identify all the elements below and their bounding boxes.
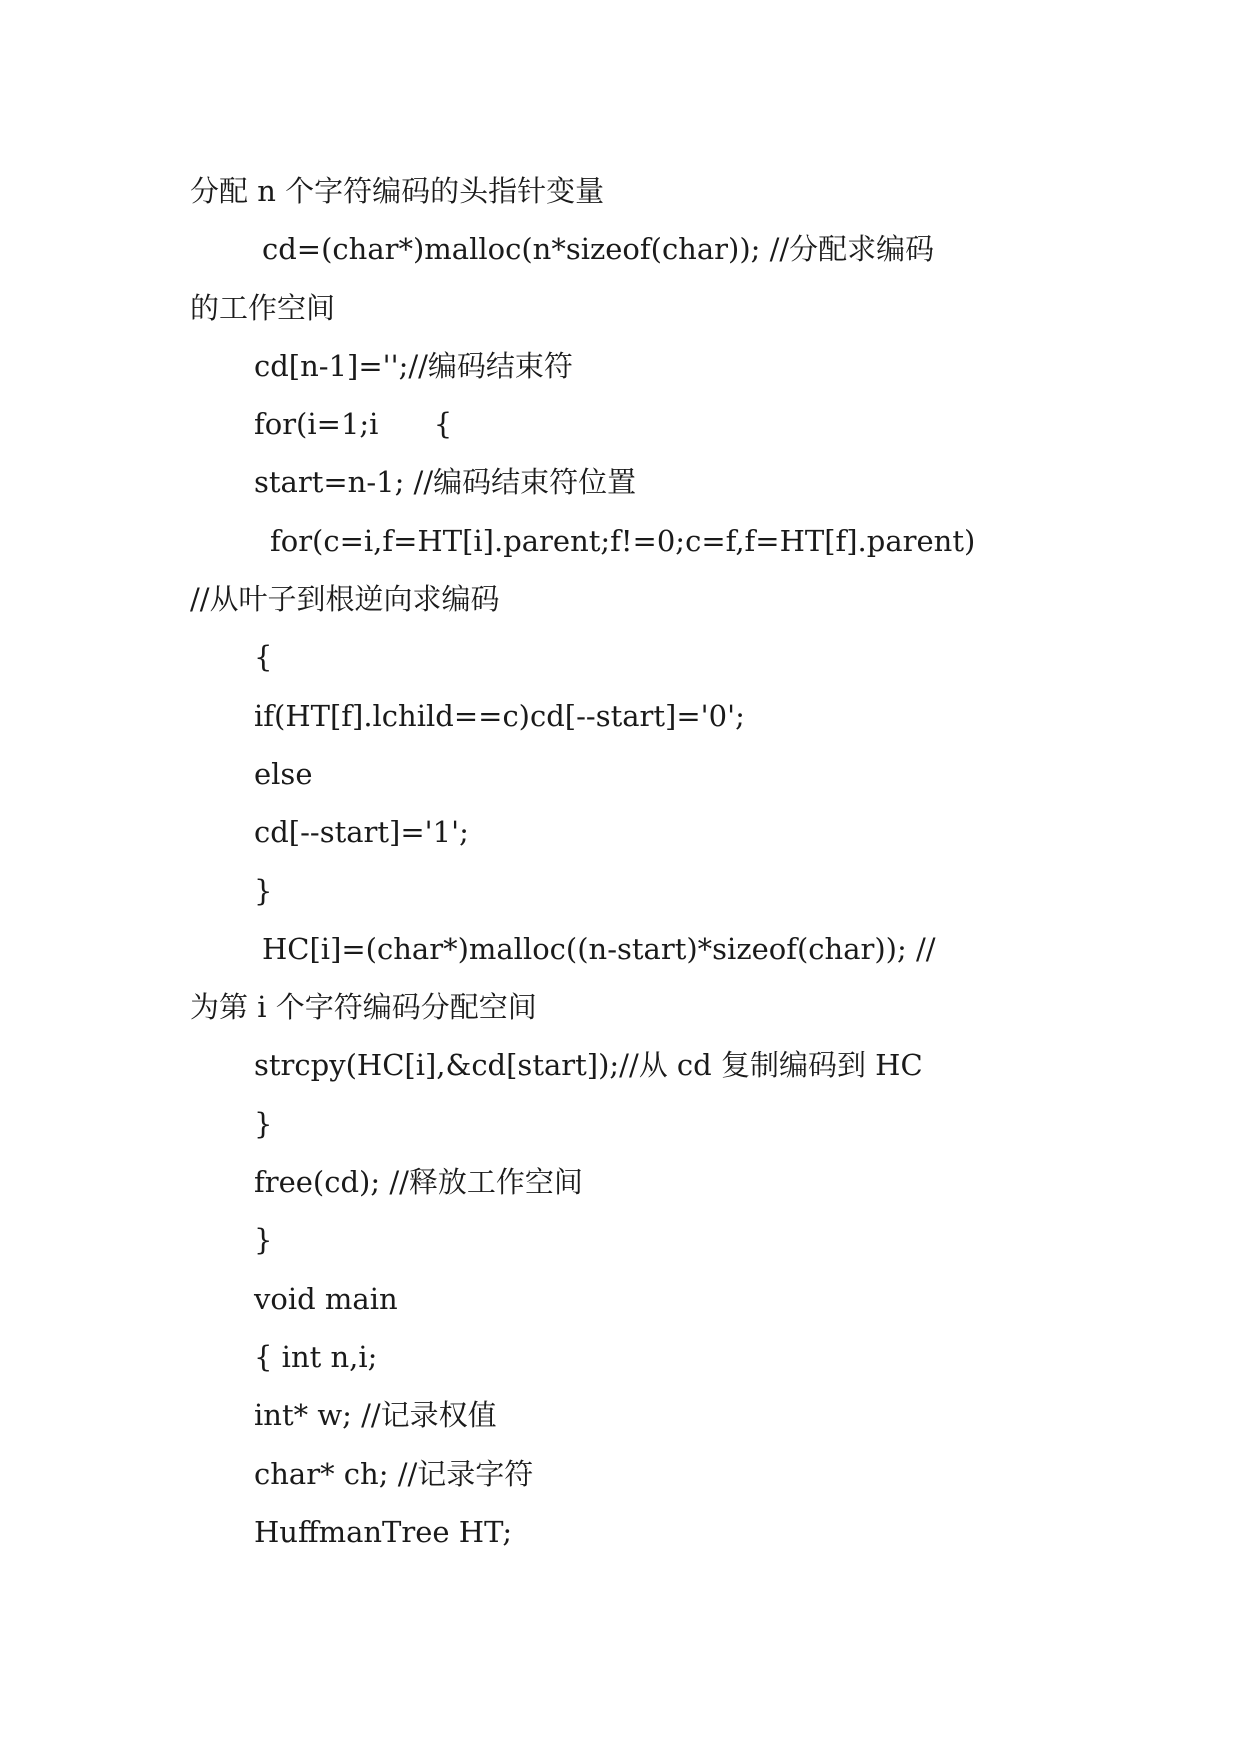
code-line: } [254, 873, 273, 908]
code-line: else [254, 756, 313, 791]
code-line: } [254, 1223, 273, 1258]
code-line: if(HT[f].lchild==c)cd[--start]='0'; [254, 698, 745, 733]
code-line: for(c=i,f=HT[i].parent;f!=0;c=f,f=HT[f].parent) [270, 523, 976, 558]
code-line: cd[--start]='1'; [254, 815, 469, 850]
code-line: cd=(char*)malloc(n*sizeof(char)); //分配求编码 [262, 232, 935, 267]
text-line: 分配 n 个字符编码的头指针变量 [190, 174, 605, 208]
code-line: for(i=1;i { [254, 407, 453, 442]
text-line: //从叶子到根逆向求编码 [190, 582, 500, 617]
code-line: HuffmanTree HT; [254, 1514, 513, 1549]
code-line: cd[n-1]='';//编码结束符 [254, 348, 573, 383]
code-line: { int n,i; [254, 1339, 378, 1374]
code-line: void main [254, 1281, 398, 1316]
code-text-block [190, 162, 1070, 1561]
code-line: free(cd); //释放工作空间 [254, 1165, 583, 1200]
code-line: char* ch; //记录字符 [254, 1456, 534, 1491]
code-line: HC[i]=(char*)malloc((n-start)*sizeof(char)); // [262, 931, 936, 966]
code-line: int* w; //记录权值 [254, 1398, 497, 1433]
text-line: 为第 i 个字符编码分配空间 [190, 990, 537, 1025]
code-line: strcpy(HC[i],&cd[start]);//从 cd 复制编码到 HC [254, 1048, 923, 1083]
code-line: start=n-1; //编码结束符位置 [254, 465, 637, 500]
code-line: { [254, 640, 273, 675]
code-line: } [254, 1106, 273, 1141]
text-line: 的工作空间 [190, 290, 336, 325]
